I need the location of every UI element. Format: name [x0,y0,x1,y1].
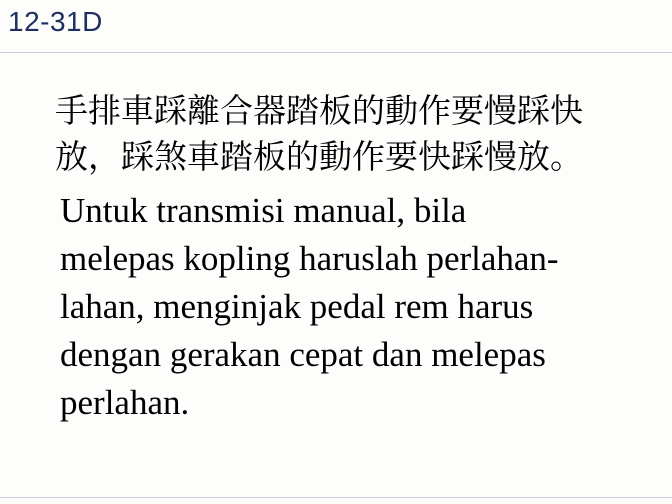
header-divider [0,52,672,53]
indonesian-line-4: dengan gerakan cepat dan melepas [60,335,546,374]
footer-divider [0,497,672,498]
indonesian-paragraph [60,187,559,427]
indonesian-line-2: melepas kopling haruslah perlahan- [60,239,559,278]
chinese-line-1: 手排車踩離合器踏板的動作要慢踩快 [55,92,583,129]
chinese-line-2: 放，踩煞車踏板的動作要快踩慢放。 [55,138,583,175]
slide-code: 12-31D [8,6,103,37]
indonesian-line-3: lahan, menginjak pedal rem harus [60,287,534,326]
indonesian-line-5: perlahan. [60,383,190,422]
indonesian-line-1: Untuk transmisi manual, bila [60,191,467,230]
chinese-paragraph [55,88,583,180]
